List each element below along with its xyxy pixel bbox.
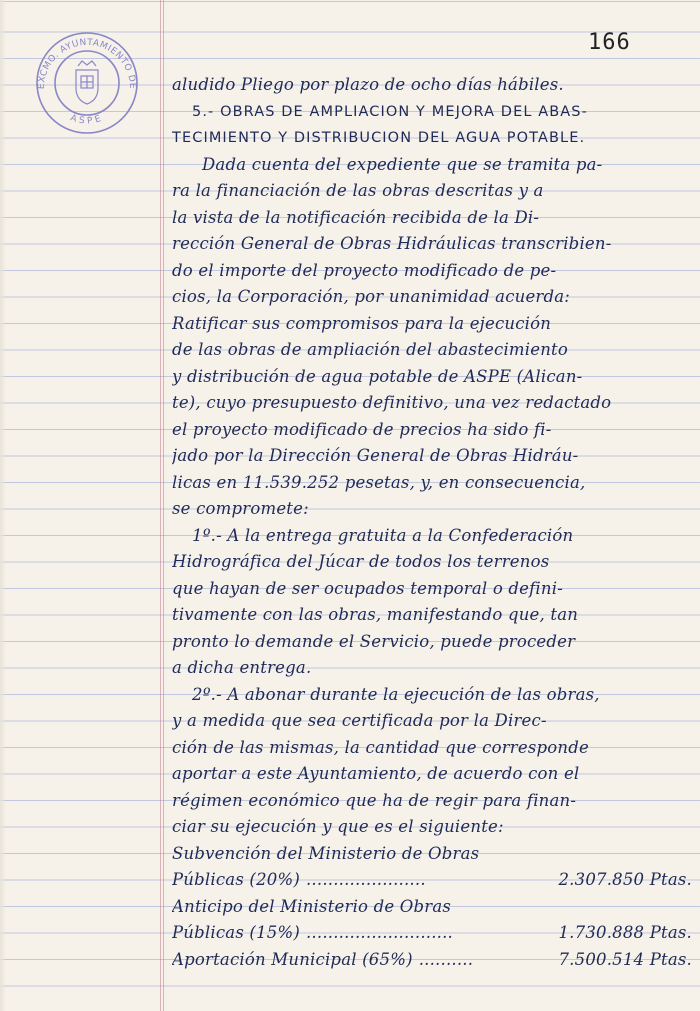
leader-dots: ........................... bbox=[305, 923, 453, 942]
text-line: ción de las mismas, la cantidad que corresponde bbox=[172, 737, 589, 757]
text-line: 2º.- A abonar durante la ejecución de las obras, bbox=[192, 684, 600, 704]
leader-dots: .......... bbox=[418, 949, 474, 969]
text-line: jado por la Dirección General de Obras Hidráu- bbox=[172, 446, 579, 465]
text-line: ciar su ejecución y que es el siguiente: bbox=[172, 817, 504, 836]
text-line: Subvención del Ministerio de Obras bbox=[172, 843, 480, 863]
page-number: 166 bbox=[588, 30, 631, 55]
text-line: rección General de Obras Hidráulicas transcribien- bbox=[172, 234, 612, 253]
text-line: 1º.- A la entrega gratuita a la Confederación bbox=[192, 525, 574, 545]
text-line: aportar a este Ayuntamiento, de acuerdo con el bbox=[172, 764, 580, 783]
budget-amount: 7.500.514 Ptas. bbox=[558, 949, 692, 969]
text-line: tivamente con las obras, manifestando que, tan bbox=[172, 605, 579, 624]
text-line: que hayan de ser ocupados temporal o defini- bbox=[172, 578, 563, 598]
text-line: pronto lo demande el Servicio, puede proceder bbox=[172, 631, 576, 651]
municipal-seal-stamp bbox=[32, 28, 142, 138]
text-line: y distribución de agua potable de ASPE (Alican- bbox=[172, 366, 583, 386]
text-line: Dada cuenta del expediente que se tramita pa- bbox=[202, 154, 603, 174]
text-line: ra la financiación de las obras descritas y a bbox=[172, 181, 544, 200]
budget-label: Aportación Municipal (65%) bbox=[172, 949, 413, 969]
budget-amount: 1.730.888 Ptas. bbox=[558, 923, 692, 942]
coat-of-arms-icon bbox=[76, 61, 98, 104]
section-heading: TECIMIENTO Y DISTRIBUCION DEL AGUA POTABLE. bbox=[172, 130, 586, 146]
budget-label: Anticipo del Ministerio de Obras bbox=[172, 896, 452, 916]
text-line: se compromete: bbox=[172, 499, 309, 518]
budget-row bbox=[172, 920, 692, 947]
budget-label: Públicas (15%) bbox=[172, 923, 300, 942]
leader-dots: ...................... bbox=[305, 870, 426, 889]
text-line: cios, la Corporación, por unanimidad acuerda: bbox=[172, 287, 571, 306]
budget-row bbox=[172, 894, 692, 921]
page-edge bbox=[0, 0, 6, 1011]
stamp-top-text: EXCMO. AYUNTAMIENTO DE bbox=[36, 37, 138, 90]
text-line: do el importe del proyecto modificado de pe- bbox=[172, 260, 557, 280]
text-line: aludido Pliego por plazo de ocho días hábiles. bbox=[172, 75, 564, 94]
budget-amount: 2.307.850 Ptas. bbox=[558, 870, 692, 889]
text-line: licas en 11.539.252 pesetas, y, en consecuencia, bbox=[172, 472, 586, 492]
margin-rule bbox=[160, 0, 161, 1011]
budget-label: Públicas (20%) bbox=[172, 870, 300, 889]
text-line: a dicha entrega. bbox=[172, 658, 312, 677]
text-line: régimen económico que ha de regir para finan- bbox=[172, 790, 577, 810]
section-heading: 5.- OBRAS DE AMPLIACION Y MEJORA DEL ABAS- bbox=[192, 103, 588, 120]
text-line: de las obras de ampliación del abastecimiento bbox=[172, 340, 569, 359]
margin-rule bbox=[163, 0, 164, 1011]
text-line: y a medida que sea certificada por la Direc- bbox=[172, 711, 547, 730]
minutes-text bbox=[172, 72, 692, 973]
budget-row bbox=[172, 867, 692, 894]
text-line: el proyecto modificado de precios ha sido fi- bbox=[172, 419, 552, 439]
budget-row bbox=[172, 947, 692, 974]
text-line: Ratificar sus compromisos para la ejecución bbox=[172, 313, 552, 333]
text-line: Hidrográfica del Júcar de todos los terrenos bbox=[172, 552, 550, 571]
stamp-bottom-text: ASPE bbox=[68, 113, 106, 127]
text-line: te), cuyo presupuesto definitivo, una vez redactado bbox=[172, 393, 612, 412]
text-line: la vista de la notificación recibida de la Di- bbox=[172, 207, 540, 227]
